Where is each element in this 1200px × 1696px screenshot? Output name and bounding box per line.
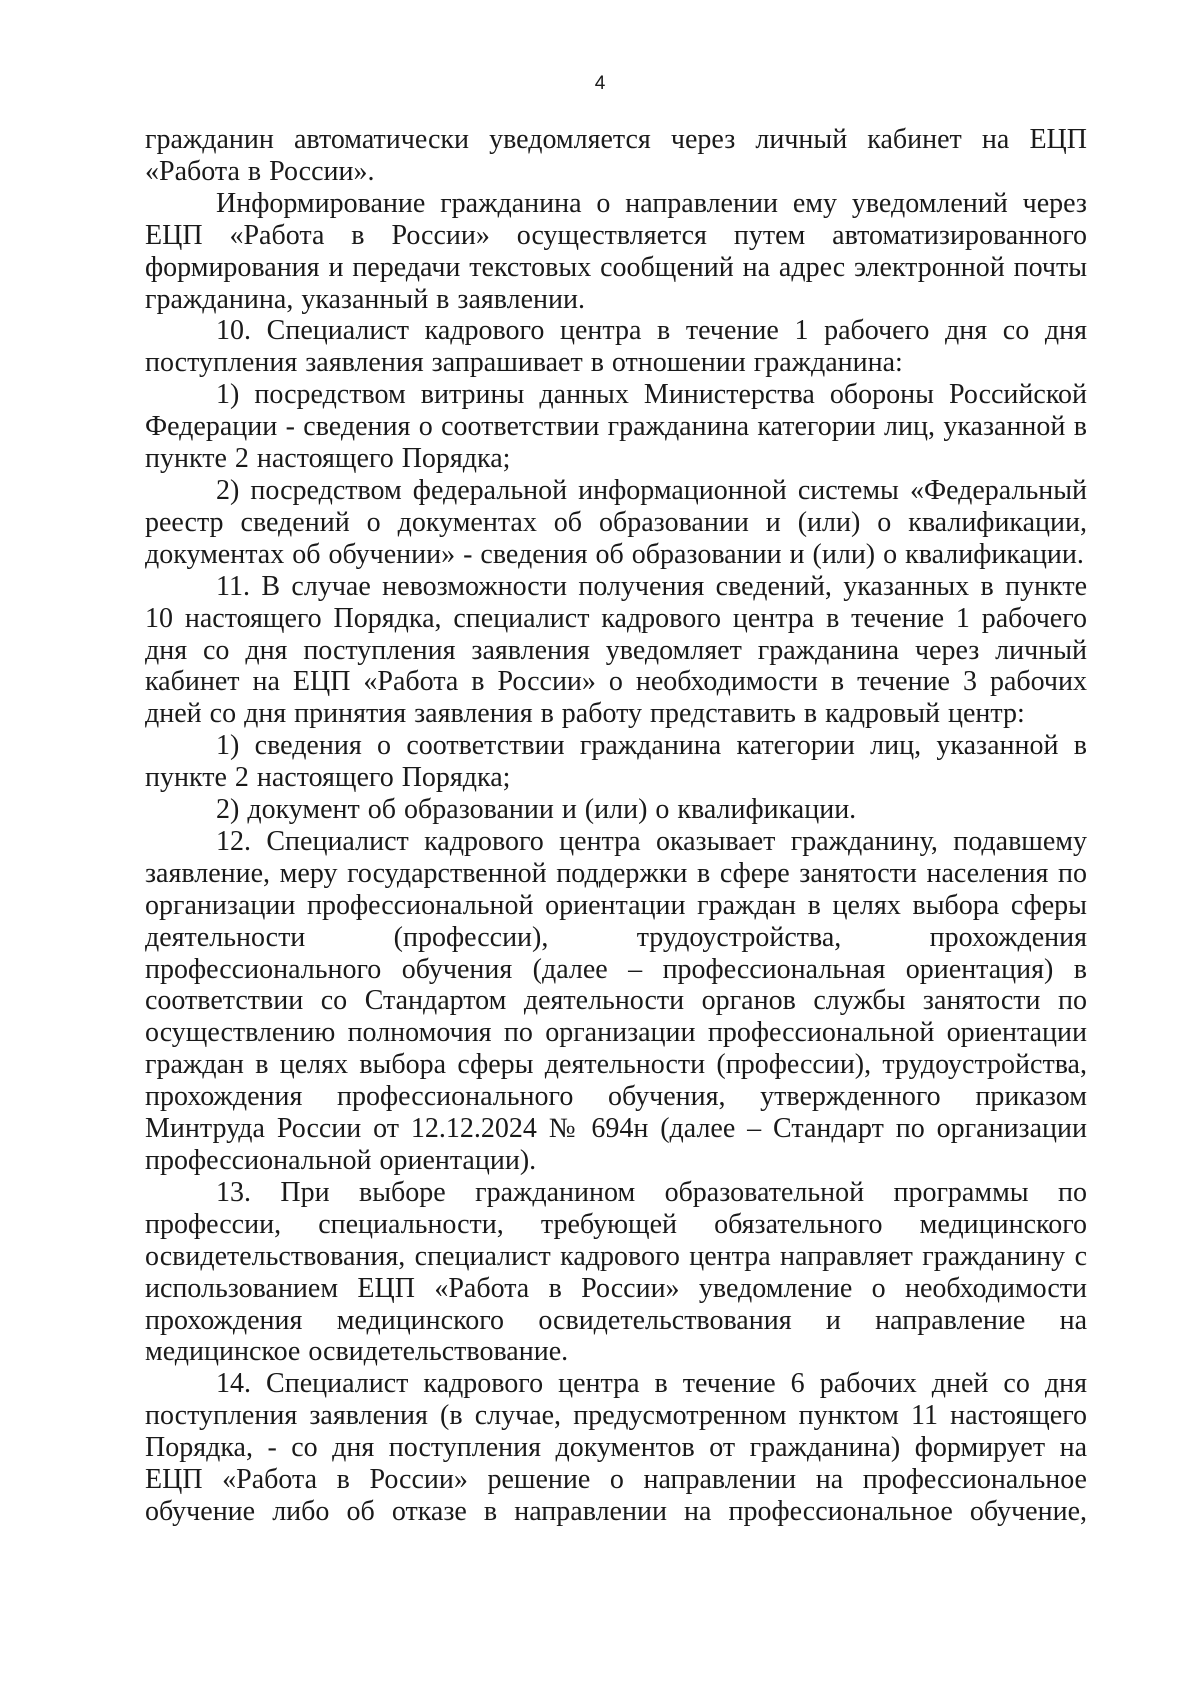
paragraph-item-12: 12. Специалист кадрового центра оказывает гражданину, подавшему заявление, меру государственной поддержки в сфере занятости населения по организации профессиональной ориентации граждан в целях выбора сферы деятельности (профессии), трудоустройства, прохождения профессионального обучения (далее – профессиональная ориентация) в соответствии со Стандартом деятельности органов службы занятости по осуществлению полномочия по организации профессиональной ориентации граждан в целях выбора сферы деятельности (профессии), трудоустройства, прохождения профессионального обучения, утвержденного приказом Минтруда России от 12.12.2024 № 694н (далее – Стандарт по организации профессиональной ориентации).: [145, 825, 1087, 1176]
paragraph-item-10: 10. Специалист кадрового центра в течение 1 рабочего дня со дня поступления заявления запрашивает в отношении гражданина:: [145, 315, 1087, 379]
paragraph-continuation: гражданин автоматически уведомляется через личный кабинет на ЕЦП «Работа в России».: [145, 124, 1087, 187]
document-body: [145, 124, 1087, 1528]
paragraph-item-14: 14. Специалист кадрового центра в течение 6 рабочих дней со дня поступления заявления (в случае, предусмотренном пунктом 11 настоящего Порядка, - со дня поступления документов от гражданина) формирует на ЕЦП «Работа в России» решение о направлении на профессиональное обучение либо об отказе в направлении на профессиональное обучение,: [145, 1368, 1087, 1527]
paragraph-item-10-2: 2) посредством федеральной информационной системы «Федеральный реестр сведений о документах об образовании и (или) о квалификации, документах об обучении» - сведения об образовании и (или) о квалификации.: [145, 474, 1087, 570]
paragraph-item-11: 11. В случае невозможности получения сведений, указанных в пункте 10 настоящего Порядка, специалист кадрового центра в течение 1 рабочего дня со дня поступления заявления уведомляет гражданина через личный кабинет на ЕЦП «Работа в России» о необходимости в течение 3 рабочих дней со дня принятия заявления в работу представить в кадровый центр:: [145, 570, 1087, 730]
page-number: 4: [594, 73, 606, 94]
paragraph-item-11-2: 2) документ об образовании и (или) о квалификации.: [216, 794, 857, 826]
paragraph-item-13: 13. При выборе гражданином образовательной программы по профессии, специальности, требующей обязательного медицинского освидетельствования, специалист кадрового центра направляет гражданину с использованием ЕЦП «Работа в России» уведомление о необходимости прохождения медицинского освидетельствования и направление на медицинское освидетельствование.: [145, 1176, 1087, 1368]
paragraph-item-11-1: 1) сведения о соответствии гражданина категории лиц, указанной в пункте 2 настоящего Порядка;: [145, 730, 1087, 794]
paragraph-notification-info: Информирование гражданина о направлении ему уведомлений через ЕЦП «Работа в России» осуществляется путем автоматизированного формирования и передачи текстовых сообщений на адрес электронной почты гражданина, указанный в заявлении.: [145, 187, 1087, 315]
paragraph-item-10-1: 1) посредством витрины данных Министерства обороны Российской Федерации - сведения о соответствии гражданина категории лиц, указанной в пункте 2 настоящего Порядка;: [145, 379, 1087, 475]
